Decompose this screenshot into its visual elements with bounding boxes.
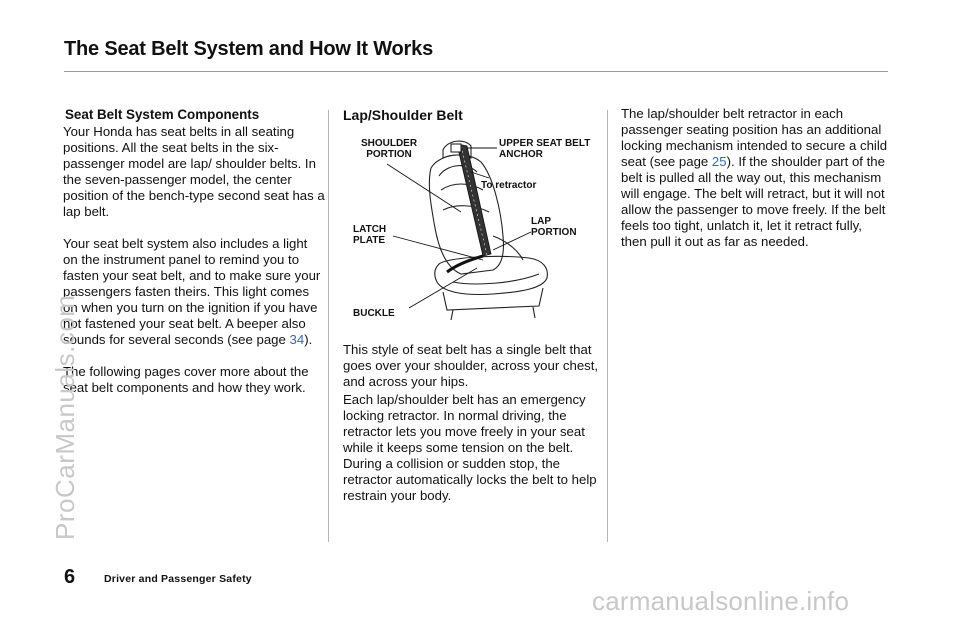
column-2-body: [343, 342, 605, 520]
page-number: 6: [64, 566, 76, 588]
paragraph-reminder-light: [63, 236, 325, 348]
paragraph-child-seat-end: ). If the shoulder part of the belt is pulled all the way out, this mechanism will engage. The belt will retract, but it will not allow the passenger to move freely. If the belt feels too tight, unlatch it, let it retract fully, then pull it out as far as needed.: [621, 154, 886, 249]
section-heading-components: Seat Belt System Components: [65, 107, 260, 122]
page-link-25[interactable]: 25: [711, 154, 727, 169]
footer-section-title: Driver and Passenger Safety: [104, 573, 252, 585]
paragraph-reminder-end: ).: [304, 332, 313, 347]
column-divider-2: [607, 110, 608, 542]
paragraph-following-pages: The following pages cover more about the seat belt components and how they work.: [63, 364, 309, 395]
label-buckle: BUCKLE: [353, 308, 395, 319]
paragraph-belt-style: This style of seat belt has a single belt that goes over your shoulder, across your chest, and across your hips.: [343, 342, 599, 389]
column-3: [621, 106, 889, 266]
label-upper-anchor: UPPER SEAT BELT ANCHOR: [499, 138, 591, 160]
section-heading-lap-shoulder: Lap/Shoulder Belt: [343, 107, 463, 123]
label-shoulder-portion: SHOULDER PORTION: [360, 138, 418, 160]
label-latch-plate: LATCH PLATE: [353, 224, 387, 246]
paragraph-child-seat-text: The lap/shoulder belt retractor in each passenger seating position has an additional locking mechanism intended to secure a child seat (see page: [621, 106, 888, 169]
column-1: [63, 106, 325, 412]
paragraph-child-seat-locking: [621, 106, 889, 250]
page-link-34[interactable]: 34: [289, 332, 305, 347]
column-2: [343, 106, 605, 124]
label-lap-portion: LAP PORTION: [531, 216, 577, 238]
label-to-retractor: To retractor: [481, 180, 537, 191]
paragraph-components: Your Honda has seat belts in all seating positions. All the seat belts in the six-passenger model are lap/ shoulder belts. In the seven-passenger model, the center position of the bench-type second seat has a lap belt.: [63, 124, 325, 219]
paragraph-emergency-locking: Each lap/shoulder belt has an emergency locking retractor. In normal driving, the retractor lets you move freely in your seat while it keeps some tension on the belt. During a collision or sudden stop, the retractor automatically locks the belt to help restrain your body.: [343, 392, 597, 503]
column-divider-1: [328, 110, 329, 542]
paragraph-reminder-text: Your seat belt system also includes a light on the instrument panel to remind you to fasten your seat belt, and to make sure your passengers fasten theirs. This light comes on when you turn on the ignition if you have not fastened your seat belt. A beeper also sounds for several seconds (see page: [63, 236, 321, 347]
header-rule: [64, 71, 888, 72]
seat-belt-diagram: [343, 132, 605, 332]
watermark-bottom: carmanualsonline.info: [592, 586, 850, 616]
watermark-vertical: ProCarManuals.com: [50, 294, 80, 540]
page-title: The Seat Belt System and How It Works: [64, 38, 433, 60]
